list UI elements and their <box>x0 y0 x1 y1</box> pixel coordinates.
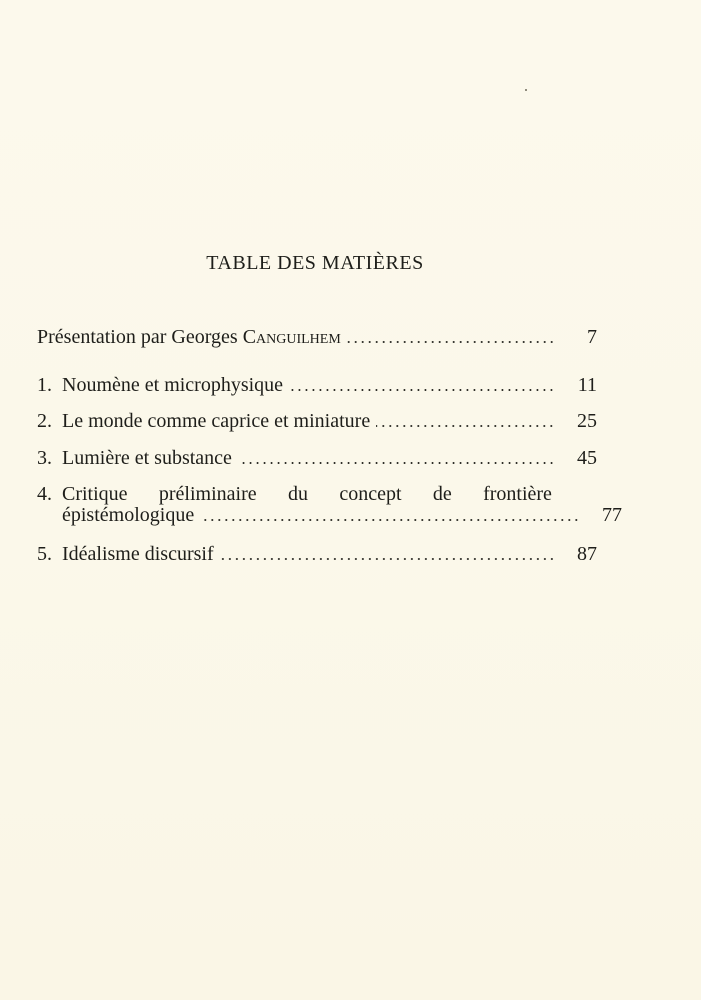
toc-entry-chapter-2 <box>37 410 597 438</box>
chapter-title: Idéalisme discursif <box>62 543 214 565</box>
page-number: 7 <box>587 326 597 348</box>
chapter-number: 1. <box>37 374 52 396</box>
page-number: 77 <box>602 504 622 526</box>
page-number: 25 <box>577 410 597 432</box>
toc-entry-presentation <box>37 326 597 354</box>
chapter-number: 4. <box>37 483 52 505</box>
dot-leader <box>376 414 555 428</box>
presentation-prefix: Présentation par Georges <box>37 326 243 348</box>
paper-speck <box>525 89 527 91</box>
chapter-number: 3. <box>37 447 52 469</box>
dot-leader <box>289 378 555 392</box>
title-word: de <box>432 483 452 505</box>
chapter-title: Le monde comme caprice et miniature <box>62 410 371 432</box>
dot-leader <box>220 547 555 561</box>
chapter-title-line-1 <box>62 483 552 506</box>
chapter-number: 2. <box>37 410 52 432</box>
chapter-number: 5. <box>37 543 52 565</box>
toc-entry-chapter-1 <box>37 374 597 402</box>
toc-entry-chapter-5 <box>37 543 597 571</box>
dot-leader <box>238 451 555 465</box>
title-word: du <box>287 483 308 505</box>
title-word: frontière <box>483 483 552 505</box>
dot-leader <box>200 508 580 522</box>
page-number: 11 <box>577 374 597 396</box>
title-word: concept <box>339 483 402 505</box>
toc-entry-label <box>37 326 341 349</box>
toc-entry-chapter-4 <box>37 483 622 539</box>
title-word: Critique <box>62 483 128 505</box>
title-word: préliminaire <box>158 483 257 505</box>
dot-leader <box>347 330 555 344</box>
toc-entry-chapter-3 <box>37 447 597 475</box>
chapter-title: Noumène et microphysique <box>62 374 284 396</box>
page-number: 87 <box>577 543 597 565</box>
page-title: TABLE DES MATIÈRES <box>206 252 424 274</box>
presentation-author: Canguilhem <box>242 326 341 348</box>
chapter-title: Lumière et substance <box>62 447 232 469</box>
chapter-title-line-2: épistémologique <box>62 504 195 526</box>
page-number: 45 <box>577 447 597 469</box>
